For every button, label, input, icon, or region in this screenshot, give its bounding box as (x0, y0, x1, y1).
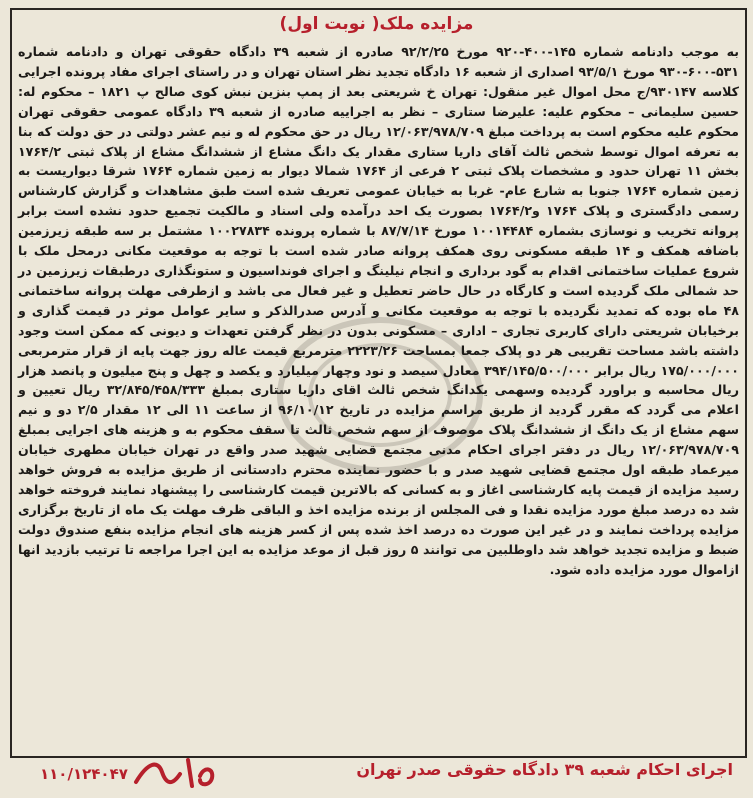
notice-title: مزایده ملک( نوبت اول) (279, 14, 474, 34)
notice-code: ۱۱۰/۱۲۴۰۴۷ (40, 765, 128, 783)
notice-paragraph: به موجب دادنامه شماره ۱۴۵-۴۰۰-۹۲۰ مورخ ۹۲/۲/۲۵ صادره از شعبه ۳۹ دادگاه حقوقی تهران و دادنامه شماره ۵۳۱-۶۰۰-۹۳۰ مورخ ۹۳/۵/۱ اصداری از شعبه ۱۶ دادگاه تجدید نظر استان تهران و در راستای اجرای مفاد پرونده اجرایی کلاسه ۹۳۰۱۴۷/ج محل اموال غیر منقول: تهران خ شریعتی بعد از پمپ بنزین نبش کوی صالح پ ۱۸۲۱ – محکوم له: حسین سلیمانی – محکوم علیه: علیرضا ستاری – نظر به اجراییه صادره از شعبه ۳۹ دادگاه عمومی حقوقی تهران محکوم علیه محکوم است به پرداخت مبلغ ۱۲/۰۶۳/۹۷۸/۷۰۹ ریال در حق محکوم له و نیم عشر دولتی در حق دولت که بنا به تعرفه اموال توسط شخص ثالث آقای داریا ستاری مقدار یک دانگ مشاع از ششدانگ مشاع از پلاک ثبتی ۱۷۶۴/۲ بخش ۱۱ تهران حدود و مشخصات پلاک ثبتی ۲ فرعی از ۱۷۶۴ شمالا دیوار به زمین شماره ۱۷۶۴ شرقا دیواریست به زمین شماره ۱۷۶۴ جنوبا به شارع عام- غربا به خیابان عمومی تعریف شده است طبق مشاهدات و گزارش کارشناس رسمی دادگستری و پلاک ۱۷۶۴ و۱۷۶۴/۲ بصورت یک احد درآمده ولی اسناد و مالکیت تجمیع حدود نشده است برابر پروانه تخریب و نوسازی بشماره ۱۰۰۱۴۴۸۴ مورخ ۸۷/۷/۱۴ با شماره پرونده ۱۰۰۲۷۸۳۴ مشتمل بر سه طبقه زیرزمین باضافه همکف و ۱۴ طبقه مسکونی روی همکف پروانه صادر شده است با توجه به موقعیت مکانی درمحل ملک با شروع عملیات ساختمانی اقدام به گود برداری و انجام نیلینگ و اجرای فونداسیون و ستونگذاری درطبقات زیرزمین در حد شمالی ملک گردیده است و کارگاه در حال حاضر تعطیل و غیر فعال می باشد و ازطرفی مهلت پروانه ساختمانی ۴۸ ماه بوده که تمدید نگردیده با توجه به موقعیت مکانی و آدرس صدرالذکر و سایر عوامل موثر در قیمت گذاری و برخیابان شریعتی دارای کاربری تجاری – اداری – مسکونی بدون در نظر گرفتن تعهدات و دیونی که ممکن است وجود داشته باشد مساحت تقریبی هر دو پلاک جمعا بمساحت ۲۲۲۳/۲۶ مترمربع قیمت عاله روز جهت پایه از قرار مترمربعی ۱۷۵/۰۰۰/۰۰۰ ریال برابر ۳۹۴/۱۴۵/۵۰۰/۰۰۰ معادل سیصد و نود وچهار میلیارد و یکصد و چهل و پنج میلیون و پانصد هزار ریال محاسبه و براورد گردیده وسهمی یکدانگ شخص ثالث اقای داریا ستاری بمبلغ ۳۲/۸۴۵/۴۵۸/۳۳۳ ریال تعیین و اعلام می گردد که مقرر گردید از طریق مراسم مزایده در تاریخ ۹۶/۱۰/۱۲ از ساعت ۱۱ الی ۱۲ مقدار ۲/۵ دو و نیم سهم مشاع از یک دانگ از ششدانگ پلاک موصوف از سهم شخص ثالث تا سقف محکوم به و هزینه های اجرایی بمبلغ ۱۲/۰۶۳/۹۷۸/۷۰۹ ریال در دفتر اجرای احکام مدنی مجتمع قضایی شهید صدر واقع در تهران خیابان مطهری خیابان میرعماد طبقه اول مجتمع قضایی شهید صدر و با حضور نماینده محترم دادستانی از طریق مزایده به فروش خواهد رسید مزایده از قیمت پایه کارشناسی اغاز و به کسانی که بالاترین قیمت کارشناسی را پیشنهاد نمایند فروخته خواهد شد ده درصد مبلغ مورد مزایده نقدا و فی المجلس از برنده مزایده اخذ و الباقی ظرف مهلت یک ماه از تاریخ برگزاری مزایده پرداخت نمایند و در غیر این صورت ده درصد اخذ شده پس از کسر هزینه های انجام مزایده بنفع صندوق دولت ضبط و مزایده تجدید خواهد شد داوطلبین می توانند ۵ روز قبل از موعد مزایده به این اجرا مراجعه تا ترتیب بازدید انها ازاموال مورد مزایده داده شود. (18, 44, 740, 577)
notice-body (18, 42, 739, 579)
handwritten-mark (128, 752, 218, 792)
issuer-signature: اجرای احکام شعبه ۳۹ دادگاه حقوقی صدر تهران (356, 760, 733, 779)
